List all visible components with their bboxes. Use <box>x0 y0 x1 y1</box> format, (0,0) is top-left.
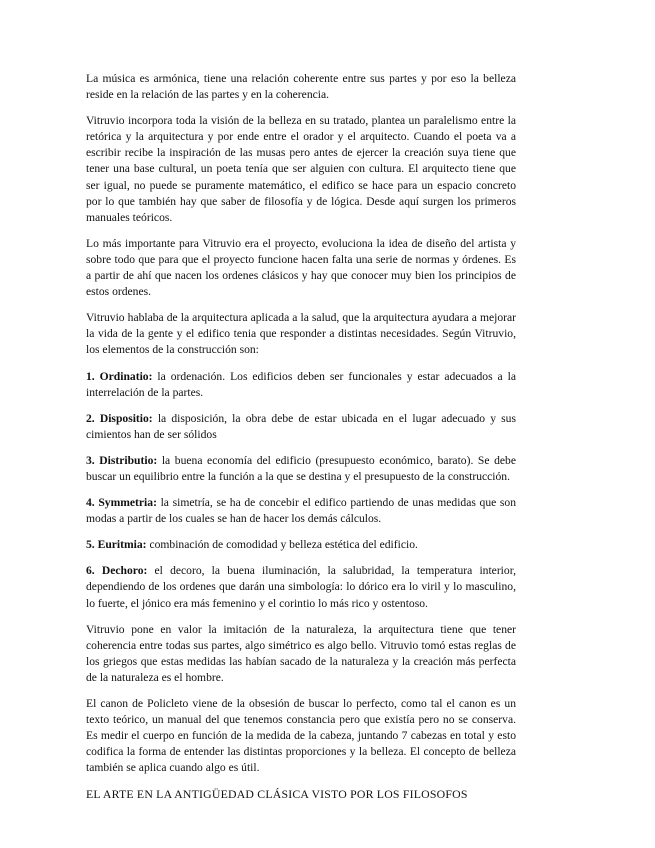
paragraph-canon-policleto: El canon de Policleto viene de la obsesión de buscar lo perfecto, como tal el canon es un texto teórico, un manual del que tenemos constancia pero que existía pero no se conserva. Es medir el cuerpo en función de la medida de la cabeza, juntando 7 cabezas en total y esto codifica la forma de entender las distintas proporciones y la belleza. El concepto de belleza también se aplica cuando algo es útil. <box>86 697 516 775</box>
element-symmetria <box>86 495 516 527</box>
element-term: 1. Ordinatio: <box>86 369 153 383</box>
element-text: combinación de comodidad y belleza estética del edificio. <box>146 538 418 552</box>
element-euritmia <box>86 537 516 553</box>
element-text: la ordenación. Los edificios deben ser funcionales y estar adecuados a la interrelación de la partes. <box>86 369 516 399</box>
element-text: la buena economía del edificio (presupuesto económico, barato). Se debe buscar un equilibrio entre la función a la que se destina y el presupuesto de la construcción. <box>86 453 516 483</box>
element-dispositio <box>86 411 516 443</box>
paragraph-project-orders: Lo más importante para Vitruvio era el proyecto, evoluciona la idea de diseño del artista y sobre todo que para que el proyecto funcione hacen falta una serie de normas y órdenes. Es a partir de ahí que nacen los ordenes clásicos y hay que conocer muy bien los principios de estos ordenes. <box>86 236 516 299</box>
element-term: 6. Dechoro: <box>86 564 148 578</box>
paragraph-nature-imitation: Vitruvio pone en valor la imitación de la naturaleza, la arquitectura tiene que tener coherencia entre todas sus partes, algo simétrico es algo bello. Vitruvio tomó estas reglas de los griegos que estas medidas las habían sacado de la naturaleza y la creación más perfecta de la naturaleza es el hombre. <box>86 622 516 684</box>
element-text: el decoro, la buena iluminación, la salubridad, la temperatura interior, dependiendo de los ordenes que darán una simbología: lo dórico era lo viril y lo masculino, lo fuerte, el jónico era más femenino y el corintio lo más rico y ostentoso. <box>86 564 516 610</box>
element-dechoro <box>86 563 516 611</box>
element-term: 4. Symmetria: <box>86 496 157 510</box>
paragraph-architecture-health: Vitruvio hablaba de la arquitectura aplicada a la salud, que la arquitectura ayudara a mejorar la vida de la gente y el edifico tenia que responder a distintas necesidades. Según Vitruvio, los elementos de la construcción son: <box>86 311 516 357</box>
element-term: 2. Dispositio: <box>86 411 153 425</box>
element-text: la disposición, la obra debe de estar ubicada en el lugar adecuado y sus cimientos han de ser sólidos <box>86 411 516 441</box>
section-heading: EL ARTE EN LA ANTIGÜEDAD CLÁSICA VISTO POR LOS FILOSOFOS <box>86 787 468 802</box>
element-ordinatio <box>86 369 516 401</box>
element-text: la simetría, se ha de concebir el edifico partiendo de unas medidas que son modas a partir de los cuales se han de hacer los demás cálculos. <box>86 496 517 526</box>
element-distributio <box>86 453 516 485</box>
element-term: 5. Euritmia: <box>86 538 147 552</box>
paragraph-music-harmony: La música es armónica, tiene una relación coherente entre sus partes y por eso la belleza reside en la relación de las partes y en la coherencia. <box>86 72 516 102</box>
paragraph-vitruvio-treatise: Vitruvio incorpora toda la visión de la belleza en su tratado, plantea un paralelismo entre la retórica y la arquitectura y por ende entre el orador y el arquitecto. Cuando el poeta va a escribir recibe la inspiración de las musas pero antes de ejercer la creación suya tiene que tener una base cultural, un poeta tenía que ser alguien con cultura. El arquitecto tiene que ser igual, no puede se puramente matemático, el edifico se hace para un espacio concreto por lo que también hay que saber de filosofía y de lógica. Desde aquí surgen los primeros manuales teóricos. <box>86 114 516 224</box>
element-term: 3. Distributio: <box>86 453 158 467</box>
document-body <box>86 71 516 803</box>
